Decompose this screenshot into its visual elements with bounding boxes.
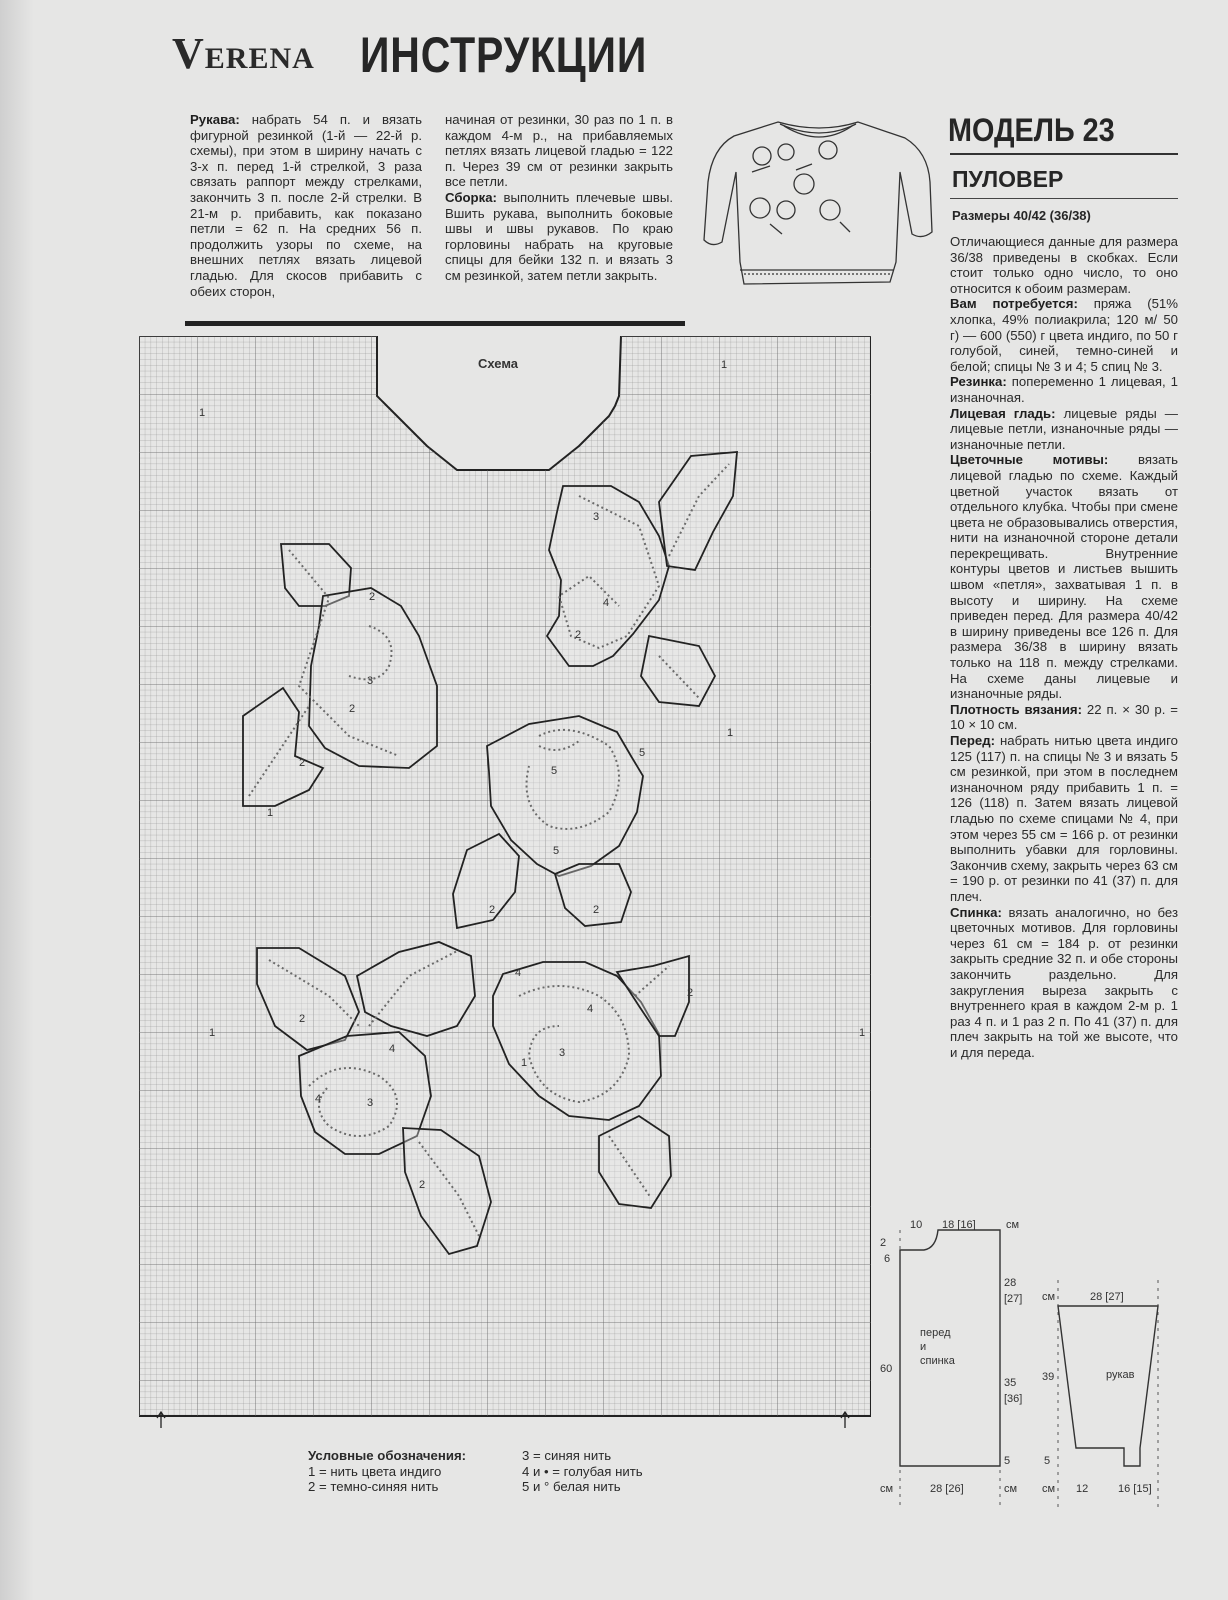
- dimension-label: [27]: [1004, 1293, 1023, 1305]
- chart-area-label: 2: [419, 1179, 426, 1191]
- chart-area-label: 5: [639, 747, 646, 759]
- instructions-column-1: [190, 112, 422, 299]
- chart-area-label: 1: [721, 359, 728, 371]
- chart-area-label: 2: [349, 703, 356, 715]
- chart-area-label: 2: [593, 904, 600, 916]
- chart-area-label: 3: [367, 675, 374, 687]
- chart-area-label: 2: [299, 1013, 306, 1025]
- dimension-label: 28 [27]: [1090, 1291, 1124, 1303]
- legend-item: 2 = темно-синяя нить: [308, 1479, 439, 1495]
- chart-area-label: 1: [859, 1027, 866, 1039]
- paragraph-heading: Лицевая гладь:: [950, 405, 1056, 421]
- paragraph-heading: Спинка:: [950, 904, 1002, 920]
- dimension-label: [36]: [1004, 1393, 1023, 1405]
- paragraph: Спинка: вязать аналогично, но без цветочных мотивов. Для горловины через 61 см = 184 р. от резинки закрыть средние 32 п. и обе стороны закончить раздельно. Для закругления выреза закрыть с внутреннего края в каждом 2-м р. 1 раз 4 п. и 1 раз 2 п. По 41 (37) п. для плеч закрыть на той же высоте, что и для переда.: [950, 904, 1178, 1060]
- paragraph: Лицевая гладь: лицевые ряды — лицевые петли, изнаночные ряды — изнаночные петли.: [950, 405, 1178, 452]
- chart-area-label: 4: [389, 1043, 396, 1055]
- sleeve-label: рукав: [1106, 1369, 1135, 1381]
- chart-area-label: 4: [603, 597, 610, 609]
- legend-item: 3 = синяя нить: [522, 1448, 612, 1463]
- chart-legend-right: [522, 1448, 643, 1495]
- chart-area-label: 1: [209, 1027, 216, 1039]
- chart-title: Схема: [478, 356, 519, 371]
- dimension-label: 2: [880, 1237, 887, 1249]
- dimension-label: 18 [16]: [942, 1220, 976, 1231]
- dimension-label: 5: [1044, 1455, 1051, 1467]
- chart-area-label: 4: [515, 967, 522, 979]
- chart-area-label: 1: [521, 1057, 528, 1069]
- paragraph: Отличающиеся данные для размера 36/38 приведены в скобках. Если стоит только одно число, то оно относится к обоим размерам.: [950, 234, 1178, 296]
- chart-area-label: 2: [687, 987, 694, 999]
- paragraph: Цветочные мотивы: вязать лицевой гладью по схеме. Каждый цветной участок вязать от отдельного клубка. Чтобы при смене цвета не образовывались отверстия, нити на изнаночной стороне детали перекрещивать. Внутренние контуры цветов и листьев вышить швом «петля», захватывая 1 п. в высоту и ширину. На схеме приведен перед. Для размера 40/42 в ширину приведены все 126 п. Для размера 36/38 в ширину вязать только на 118 п. между стрелками. На схеме даны лицевые и изнаночные ряды.: [950, 452, 1178, 702]
- unit-label: см: [880, 1483, 894, 1495]
- paragraph: Перед: набрать нитью цвета индиго 125 (117) п. на спицы № 3 и вязать 5 см резинкой, при этом в последнем изнаночном ряду прибавить 1 п. = 126 (118) п. Затем вязать лицевой гладью по схеме спицами № 4, при этом через 55 см = 166 р. от резинки выполнить убавки для горловины. Закончив схему, закрыть через 63 см = 190 р. от резинки по 41 (37) п. для плеч.: [950, 733, 1178, 904]
- paragraph: начиная от резинки, 30 раз по 1 п. в каждом 4-м р., на прибавляемых петлях вязать лицевой гладью = 122 п. Через 39 см от резинки закрыть все петли.: [445, 112, 673, 190]
- paragraph: Резинка: попеременно 1 лицевая, 1 изнаночная.: [950, 374, 1178, 405]
- paragraph-heading: Вам потребуется:: [950, 296, 1078, 312]
- dimension-label: 39: [1042, 1371, 1055, 1383]
- dimension-label: 10: [910, 1220, 923, 1231]
- unit-label: см: [1006, 1220, 1020, 1231]
- legend-item: 5 и ° белая нить: [522, 1479, 621, 1495]
- dimension-label: 5: [1004, 1455, 1011, 1467]
- section-title: ИНСТРУКЦИИ: [360, 27, 648, 83]
- paragraph: Плотность вязания: 22 п. × 30 р. = 10 × 10 см.: [950, 701, 1179, 733]
- chart-area-label: 1: [199, 407, 206, 419]
- chart-area-label: 2: [369, 591, 376, 603]
- front-back-label: и: [920, 1341, 927, 1353]
- instructions-column-3: [950, 234, 1178, 1060]
- chart-area-label: 2: [299, 757, 306, 769]
- chart-area-label: 3: [559, 1047, 566, 1059]
- paragraph-heading: Перед:: [950, 733, 995, 748]
- paragraph-heading: Плотность вязания:: [950, 701, 1083, 717]
- dimension-label: 16 [15]: [1118, 1483, 1152, 1495]
- paragraph: Сборка: выполнить плечевые швы. Вшить рукава, выполнить боковые швы и швы рукавов. По краю горловины набрать на круговые спицы для бейки 132 п. и вязать 3 см резинкой, затем петли закрыть.: [445, 189, 673, 283]
- brand-logo: VERENA: [172, 29, 315, 78]
- legend-title: Условные обозначения:: [308, 1448, 467, 1463]
- front-back-label: перед: [920, 1327, 951, 1339]
- chart-area-label: 5: [551, 765, 558, 777]
- paragraph-heading: Рукава:: [190, 112, 240, 127]
- dimension-label: 28: [1004, 1277, 1017, 1289]
- page-gutter: [0, 0, 34, 1600]
- dimension-label: 35: [1004, 1377, 1017, 1389]
- chart-area-label: 1: [727, 727, 734, 739]
- chart-area-label: 4: [315, 1093, 322, 1105]
- chart-area-label: 2: [575, 629, 582, 641]
- paragraph: Рукава: набрать 54 п. и вязать фигурной резинкой (1-й — 22-й р. схемы), при этом в ширину начать с 3-х п. перед 1-й стрелкой, 3 раза связать раппорт между стрелками, закончить 3 п. после 2-й стрелки. В 21-м р. прибавить, как показано петли = 62 п. На средних 56 п. продолжить узоры по схеме, на внешних петлях вязать лицевой гладью. Для скосов прибавить с обеих сторон,: [190, 112, 422, 299]
- dimension-label: 60: [880, 1363, 893, 1375]
- paragraph-heading: Сборка:: [445, 189, 497, 205]
- unit-label: см: [1004, 1483, 1018, 1495]
- unit-label: см: [1042, 1291, 1056, 1303]
- legend-item: 4 и • = голубая нить: [522, 1463, 643, 1479]
- chart-area-label: 2: [489, 904, 496, 916]
- model-rule-thin: [950, 198, 1178, 199]
- chart-area-label: 3: [593, 511, 600, 523]
- paragraph-heading: Цветочные мотивы:: [950, 452, 1109, 468]
- chart-area-label: 4: [587, 1003, 594, 1015]
- section-divider: [185, 321, 685, 326]
- model-rule: [950, 153, 1178, 155]
- chart-area-label: 5: [553, 845, 560, 857]
- paragraph-heading: Резинка:: [950, 374, 1007, 390]
- model-title: МОДЕЛЬ 23: [948, 112, 1115, 148]
- unit-label: см: [1042, 1483, 1056, 1495]
- chart-area-label: 3: [367, 1097, 374, 1109]
- front-back-label: спинка: [920, 1355, 955, 1367]
- chart-area-label: 1: [267, 807, 274, 819]
- knitting-chart: [139, 336, 871, 1436]
- dimension-label: 12: [1076, 1483, 1089, 1495]
- pattern-schematic: [880, 1220, 1200, 1510]
- paragraph: Вам потребуется: пряжа (51% хлопка, 49% полиакрила; 120 м/ 50 г) — 600 (550) г цвета индиго, по 50 г голубой, синей, темно-синей и белой; спицы № 3 и 4; 5 спиц № 3.: [950, 296, 1178, 374]
- instructions-column-2: [445, 112, 673, 284]
- legend-item: 1 = нить цвета индиго: [308, 1463, 442, 1479]
- chart-legend: [308, 1448, 466, 1495]
- model-subtitle: ПУЛОВЕР: [952, 166, 1064, 192]
- model-sizes: Размеры 40/42 (36/38): [952, 208, 1091, 223]
- dimension-label: 6: [884, 1253, 891, 1265]
- sweater-illustration: [700, 112, 940, 302]
- dimension-label: 28 [26]: [930, 1483, 964, 1495]
